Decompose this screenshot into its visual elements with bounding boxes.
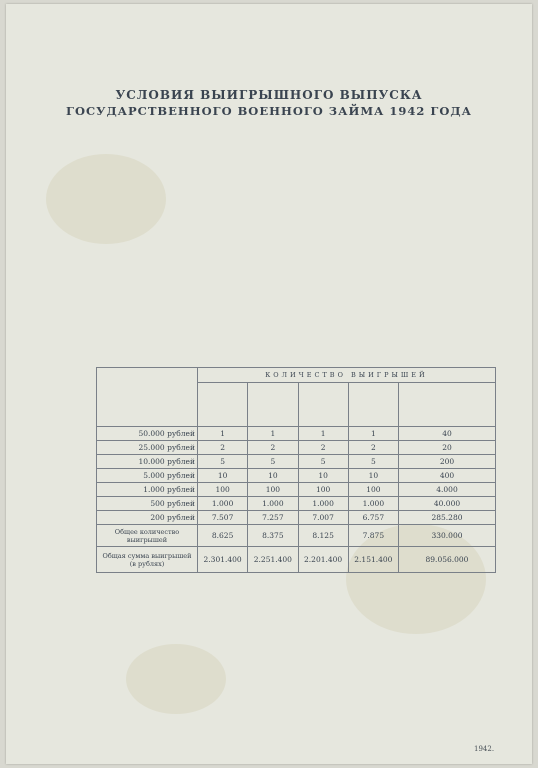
cell: 8.125 (298, 525, 348, 547)
cell: 2.251.400 (248, 547, 298, 573)
cell: 1 (348, 427, 398, 441)
total-sum-label: Общая сумма выигрышей (в рублях) (97, 547, 198, 573)
cell: 100 (348, 483, 398, 497)
table-row (97, 441, 496, 455)
cell: 10 (198, 469, 248, 483)
draw-column-header (248, 383, 298, 427)
cell: 2 (348, 441, 398, 455)
prize-amount: 200 рублей (97, 511, 198, 525)
prize-amount-header (97, 368, 198, 427)
table-row (97, 427, 496, 441)
cell: 400 (399, 469, 496, 483)
cell: 2 (248, 441, 298, 455)
prize-amount: 5.000 рублей (97, 469, 198, 483)
cell: 6.757 (348, 511, 398, 525)
cell: 1 (298, 427, 348, 441)
cell: 2.201.400 (298, 547, 348, 573)
cell: 8.625 (198, 525, 248, 547)
total-count-label: Общее количество выигрышей (97, 525, 198, 547)
cell: 1.000 (248, 497, 298, 511)
cell: 1 (248, 427, 298, 441)
total-count-row (97, 525, 496, 547)
cell: 5 (298, 455, 348, 469)
table-row (97, 469, 496, 483)
cell: 7.875 (348, 525, 398, 547)
total-sum-row (97, 547, 496, 573)
cell: 4.000 (399, 483, 496, 497)
cell: 7.507 (198, 511, 248, 525)
draw-column-header (198, 383, 248, 427)
paper-stain (46, 154, 166, 244)
cell: 10 (248, 469, 298, 483)
title-line-1: УСЛОВИЯ ВЫИГРЫШНОГО ВЫПУСКА (115, 88, 423, 102)
paper-stain (126, 644, 226, 714)
cell: 200 (399, 455, 496, 469)
cell: 1.000 (298, 497, 348, 511)
table-row (97, 483, 496, 497)
cell: 7.007 (298, 511, 348, 525)
cell: 100 (198, 483, 248, 497)
cell: 1.000 (348, 497, 398, 511)
cell: 330.000 (399, 525, 496, 547)
cell: 10 (298, 469, 348, 483)
total-column-header (399, 383, 496, 427)
table-row (97, 511, 496, 525)
footer-year: 1942. (474, 745, 495, 753)
cell: 89.056.000 (399, 547, 496, 573)
cell: 2 (198, 441, 248, 455)
cell: 5 (198, 455, 248, 469)
prize-amount: 10.000 рублей (97, 455, 198, 469)
cell: 5 (348, 455, 398, 469)
prize-count-header: КОЛИЧЕСТВО ВЫИГРЫШЕЙ (198, 368, 496, 383)
cell: 1.000 (198, 497, 248, 511)
prize-amount: 500 рублей (97, 497, 198, 511)
cell: 2.301.400 (198, 547, 248, 573)
cell: 5 (248, 455, 298, 469)
cell: 20 (399, 441, 496, 455)
title-line-2: ГОСУДАРСТВЕННОГО ВОЕННОГО ЗАЙМА 1942 ГОДА (66, 104, 472, 118)
cell: 7.257 (248, 511, 298, 525)
prize-amount: 25.000 рублей (97, 441, 198, 455)
cell: 10 (348, 469, 398, 483)
cell: 40.000 (399, 497, 496, 511)
table-row (97, 455, 496, 469)
table-row (97, 497, 496, 511)
prize-amount: 50.000 рублей (97, 427, 198, 441)
draw-column-header (298, 383, 348, 427)
cell: 8.375 (248, 525, 298, 547)
cell: 2.151.400 (348, 547, 398, 573)
prize-table (96, 367, 496, 573)
cell: 285.280 (399, 511, 496, 525)
cell: 40 (399, 427, 496, 441)
cell: 1 (198, 427, 248, 441)
cell: 100 (248, 483, 298, 497)
prize-amount: 1.000 рублей (97, 483, 198, 497)
cell: 2 (298, 441, 348, 455)
cell: 100 (298, 483, 348, 497)
draw-column-header (348, 383, 398, 427)
